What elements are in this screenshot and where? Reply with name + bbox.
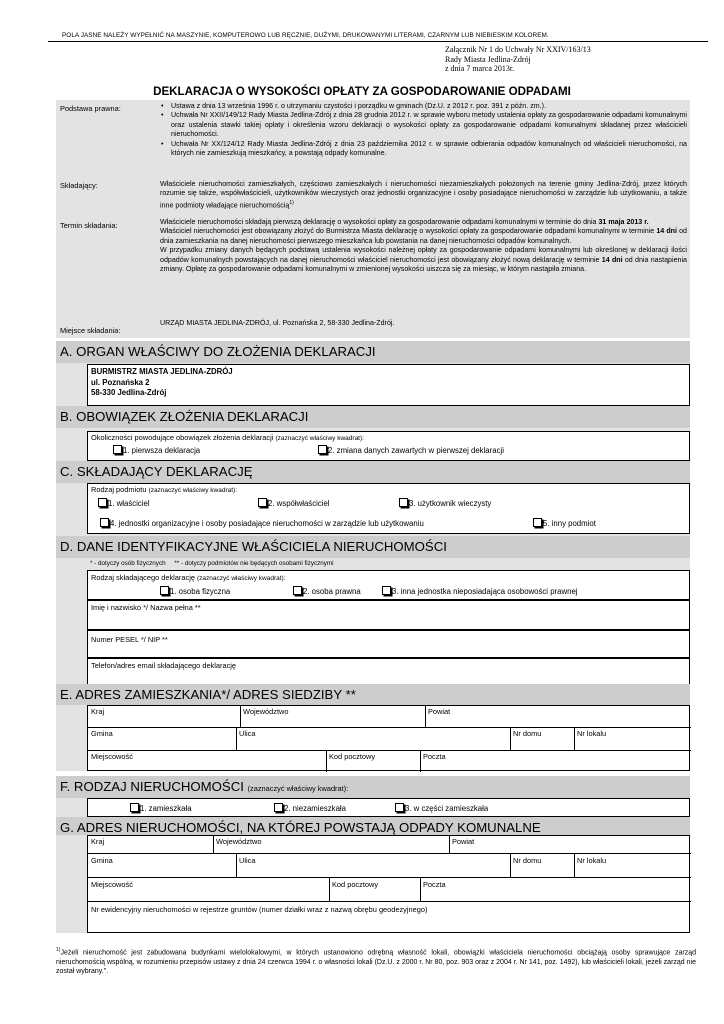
property-street-field[interactable]: Ulica xyxy=(239,856,256,865)
submitter-type-hint: (zaznaczyć właściwy kwadrat): xyxy=(197,575,286,582)
co-owner-checkbox[interactable] xyxy=(258,498,267,507)
submitter-text xyxy=(160,180,687,211)
owner-label: 1. właściciel xyxy=(108,499,150,508)
residence-town-field[interactable]: Miejscowość xyxy=(91,752,133,761)
entity-type-label: Rodzaj podmiotu (zaznaczyć właściwy kwadrat): xyxy=(91,485,238,494)
submitter-label: Składający: xyxy=(60,181,98,190)
declaration-reason-label: Okoliczności powodujące obowiązek złożenia deklaracji (zaznaczyć właściwy kwadrat): xyxy=(91,433,364,442)
footnote-text: Jeżeli nieruchomość jest zabudowana budynkami wielolokalowymi, w których ustanowiono odrębną własność lokali, obowiązki właściciela nieruchomości obciążają osoby sprawujące zarząd nieruchomością wspólną, w rozumieniu przepisów ustawy z dnia 24 czerwca 1994 r. o własności lokali (Dz.U. z 2000 r. Nr 80, poz. 903 oraz z 2004 r. Nr 141, poz. 1492), lub właścicieli lokali, jeżeli zarząd nie został wybrany.". xyxy=(56,949,696,975)
natural-person-label: 1. osoba fizyczna xyxy=(170,587,231,596)
attachment-line: z dnia 7 marca 2013r. xyxy=(445,64,515,73)
submitter-footnote-ref: 1) xyxy=(289,199,294,206)
legal-basis-item: • Uchwała Nr XX/124/12 Rady Miasta Jedlina-Zdrój z dnia 23 października 2012 r. w sprawie odbierania odpadów komunalnych od właścicieli nieruchomości, na których nie zamieszkują mieszkańcy, a powstają odpady komunalne. xyxy=(160,140,687,159)
section-c-header: C. SKŁADAJĄCY DEKLARACJĘ xyxy=(56,461,690,483)
legal-basis-list xyxy=(160,102,687,158)
contact-field[interactable] xyxy=(87,658,690,686)
section-b-header: B. OBOWIĄZEK ZŁOŻENIA DEKLARACJI xyxy=(56,406,690,428)
submitter-type-label: Rodzaj składającego deklarację (zaznaczyć właściwy kwadrat): xyxy=(91,573,286,582)
legal-basis-label: Podstawa prawna: xyxy=(60,104,121,113)
section-g-header: G. ADRES NIERUCHOMOŚCI, NA KTÓREJ POWSTAJĄ ODPADY KOMUNALNE xyxy=(56,817,690,839)
perpetual-user-label: 3. użytkownik wieczysty xyxy=(409,499,492,508)
section-e-header: E. ADRES ZAMIESZKANIA*/ ADRES SIEDZIBY ** xyxy=(56,684,690,706)
owner-checkbox[interactable] xyxy=(98,498,107,507)
property-voivodeship-field[interactable]: Województwo xyxy=(216,837,262,846)
section-f-title: F. RODZAJ NIERUCHOMOŚCI xyxy=(60,779,244,794)
footnote xyxy=(56,946,696,976)
legal-person-label: 2. osoba prawna xyxy=(303,587,361,596)
co-owner-option[interactable] xyxy=(258,498,330,508)
document-title: DEKLARACJA O WYSOKOŚCI OPŁATY ZA GOSPODAROWANIE ODPADAMI xyxy=(153,85,571,98)
property-post-office-field[interactable]: Poczta xyxy=(423,880,446,889)
natural-person-option[interactable] xyxy=(160,586,230,596)
property-country-field[interactable]: Kraj xyxy=(91,837,105,846)
uninhabited-label: 2. niezamieszkała xyxy=(284,804,346,813)
legal-person-option[interactable] xyxy=(293,586,361,596)
deadline-label: Termin składania: xyxy=(60,221,118,230)
data-change-label: 2. zmiana danych zawartych w pierwszej deklaracji xyxy=(328,446,504,455)
organizational-unit-label: 4. jednostki organizacyjne i osoby posiadające nieruchomości w zarządzie lub użytkowaniu xyxy=(110,519,424,528)
residence-apartment-number-field[interactable]: Nr lokalu xyxy=(577,729,607,738)
declaration-reason-hint: (zaznaczyć właściwy kwadrat): xyxy=(275,435,364,442)
legal-basis-item: • Ustawa z dnia 13 września 1996 r. o utrzymaniu czystości i porządku w gminach (Dz.U. z 2012 r. poz. 391 z późn. zm.). xyxy=(160,102,687,111)
uninhabited-checkbox[interactable] xyxy=(274,803,283,812)
natural-person-checkbox[interactable] xyxy=(160,586,169,595)
deadline-days: 14 dni xyxy=(656,227,677,236)
submitter-type-field xyxy=(87,570,690,600)
section-a-header: A. ORGAN WŁAŚCIWY DO ZŁOŻENIA DEKLARACJI xyxy=(56,341,690,363)
entity-type-hint: (zaznaczyć właściwy kwadrat): xyxy=(148,487,238,494)
other-unit-label: 3. inna jednostka nieposiadająca osobowości prawnej xyxy=(392,587,578,596)
attachment-line: Rady Miasta Jedlina-Zdrój xyxy=(445,54,531,64)
entity-type-field xyxy=(87,483,690,534)
partly-inhabited-option[interactable] xyxy=(395,803,488,813)
inhabited-option[interactable] xyxy=(130,803,192,813)
perpetual-user-option[interactable] xyxy=(399,498,491,508)
owner-option[interactable] xyxy=(98,498,150,508)
submitter-text-body: Właściciele nieruchomości zamieszkałych, częściowo zamieszkałych i nieruchomości niezamieszkałych położonych na terenie gminy Jedlina-Zdrój, przez których rozumie się także, współwłaścicieli, użytkowników wieczystych oraz jednostki organizacyjne i osoby posiadające nieruchomości w zarządzie lub użytkowaniu, a także inne podmioty władające nieruchomością xyxy=(160,180,687,210)
data-change-option[interactable] xyxy=(318,445,504,455)
organizational-unit-option[interactable] xyxy=(100,518,424,528)
property-town-field[interactable]: Miejscowość xyxy=(91,880,133,889)
full-name-field[interactable] xyxy=(87,600,690,630)
uninhabited-option[interactable] xyxy=(274,803,346,813)
property-house-number-field[interactable]: Nr domu xyxy=(513,856,542,865)
footnote-marker: 1) xyxy=(56,947,61,953)
authority-street: ul. Poznańska 2 xyxy=(91,377,150,387)
residence-county-field[interactable]: Powiat xyxy=(428,707,451,716)
perpetual-user-checkbox[interactable] xyxy=(399,498,408,507)
partly-inhabited-checkbox[interactable] xyxy=(395,803,404,812)
contact-label: Telefon/adres email składającego deklarację xyxy=(91,661,237,670)
property-address-grid xyxy=(87,835,690,933)
section-d-note: * - dotyczy osób fizycznych ** - dotyczy podmiotów nie będących osobami fizycznymi xyxy=(90,560,334,567)
land-registry-number-field[interactable]: Nr ewidencyjny nieruchomości w rejestrze gruntów (numer działki wraz z nazwą obrębu geodezyjnego) xyxy=(91,905,428,914)
deadline-date: 31 maja 2013 r. xyxy=(598,218,649,226)
residence-address-grid xyxy=(87,705,690,771)
residence-post-office-field[interactable]: Poczta xyxy=(423,752,446,761)
property-county-field[interactable]: Powiat xyxy=(452,837,475,846)
partly-inhabited-label: 3. w części zamieszkała xyxy=(405,804,489,813)
attachment-line: Załącznik Nr 1 do Uchwały Nr XXIV/163/13 xyxy=(445,45,591,54)
authority-name: BURMISTRZ MIASTA JEDLINA-ZDRÓJ xyxy=(91,367,233,376)
attachment-reference xyxy=(445,45,591,74)
first-declaration-label: 1. pierwsza deklaracja xyxy=(123,446,201,455)
data-change-checkbox[interactable] xyxy=(318,445,327,454)
property-type-field xyxy=(87,798,690,817)
deadline-text-part: od dnia nastąpienia zmiany. Opłatę za gospodarowanie odpadami komunalnymi w zmienionej wysokości uiszcza się za miesiąc, w którym nastąpiła zmiana. xyxy=(160,255,687,274)
other-entity-option[interactable] xyxy=(533,518,596,528)
header-divider xyxy=(48,41,708,42)
residence-commune-field[interactable]: Gmina xyxy=(91,729,113,738)
deadline-text-part: Właściciel nieruchomości jest obowiązany złożyć do Burmistrza Miasta deklarację o wysokości opłaty za gospodarowanie odpadami komunalnymi w terminie xyxy=(160,227,657,236)
residence-street-field[interactable]: Ulica xyxy=(239,729,256,738)
residence-house-number-field[interactable]: Nr domu xyxy=(513,729,542,738)
inhabited-checkbox[interactable] xyxy=(130,803,139,812)
first-declaration-option[interactable] xyxy=(113,445,200,455)
top-instruction-note: POLA JASNE NALEŻY WYPEŁNIĆ NA MASZYNIE, KOMPUTEROWO LUB RĘCZNIE, DUŻYMI, DRUKOWANYMI LITERAMI, CZARNYM LUB NIEBIESKIM KOLOREM. xyxy=(62,32,549,39)
residence-postal-code-field[interactable]: Kod pocztowy xyxy=(329,752,376,761)
section-f-hint: (zaznaczyć właściwy kwadrat): xyxy=(247,784,349,793)
place-text: URZĄD MIASTA JEDLINA-ZDRÓJ, ul. Poznańska 2, 58-330 Jedlina-Zdrój. xyxy=(160,319,395,327)
legal-person-checkbox[interactable] xyxy=(293,586,302,595)
inhabited-label: 1. zamieszkała xyxy=(140,804,192,813)
section-f-header xyxy=(56,776,690,798)
other-entity-label: 5. inny podmiot xyxy=(543,519,596,528)
authority-address-box xyxy=(87,364,690,406)
authority-city: 58-330 Jedlina-Zdrój xyxy=(91,388,167,397)
property-commune-field[interactable]: Gmina xyxy=(91,856,113,865)
property-postal-code-field[interactable]: Kod pocztowy xyxy=(332,880,379,889)
other-unit-option[interactable] xyxy=(382,586,578,596)
deadline-text-part: W przypadku zmiany danych będących podstawą ustalenia wysokości należnej opłaty za gospodarowanie odpadami komunalnymi lub określonej w deklaracji ilości odpadów komunalnych powstających na danej nieruchomości właściciel nieruchomości jest obowiązany złożyć nową deklarację w terminie xyxy=(160,246,687,264)
residence-country-field[interactable]: Kraj xyxy=(91,707,105,716)
deadline-text-part: Właściciele nieruchomości składają pierwszą deklarację o wysokości opłaty za gospodarowanie odpadami komunalnymi w terminie do dnia xyxy=(160,218,599,226)
place-label: Miejsce składania: xyxy=(60,326,121,335)
legal-basis-item: • Uchwała Nr XXII/149/12 Rady Miasta Jedlina-Zdrój z dnia 28 grudnia 2012 r. w sprawie wyboru metody ustalenia opłaty za gospodarowanie odpadami komunalnymi oraz ustalenia stawki takiej opłaty i określenia wzoru deklaracji o wysokości opłaty za gospodarowanie odpadami komunalnymi składanej przez właścicieli nieruchomości. xyxy=(160,111,687,139)
pesel-nip-field[interactable] xyxy=(87,630,690,658)
declaration-reason-field xyxy=(87,431,690,461)
residence-voivodeship-field[interactable]: Województwo xyxy=(243,707,289,716)
co-owner-label: 2. współwłaściciel xyxy=(268,499,330,508)
pesel-nip-label: Numer PESEL */ NIP ** xyxy=(91,635,168,644)
other-entity-checkbox[interactable] xyxy=(533,518,542,527)
organizational-unit-checkbox[interactable] xyxy=(100,518,109,527)
deadline-days: 14 dni xyxy=(601,255,623,264)
section-d-header: D. DANE IDENTYFIKACYJNE WŁAŚCICIELA NIERUCHOMOŚCI xyxy=(56,536,690,558)
full-name-label: Imię i nazwisko */ Nazwa pełna ** xyxy=(91,603,201,612)
first-declaration-checkbox[interactable] xyxy=(113,445,122,454)
deadline-text xyxy=(160,218,687,274)
deadline-text-part: od dnia zamieszkania na danej nieruchomości pierwszego mieszkańca lub powstania na danej nieruchomości odpadów komunalnych. xyxy=(160,227,687,245)
other-unit-checkbox[interactable] xyxy=(382,586,391,595)
property-apartment-number-field[interactable]: Nr lokalu xyxy=(577,856,607,865)
